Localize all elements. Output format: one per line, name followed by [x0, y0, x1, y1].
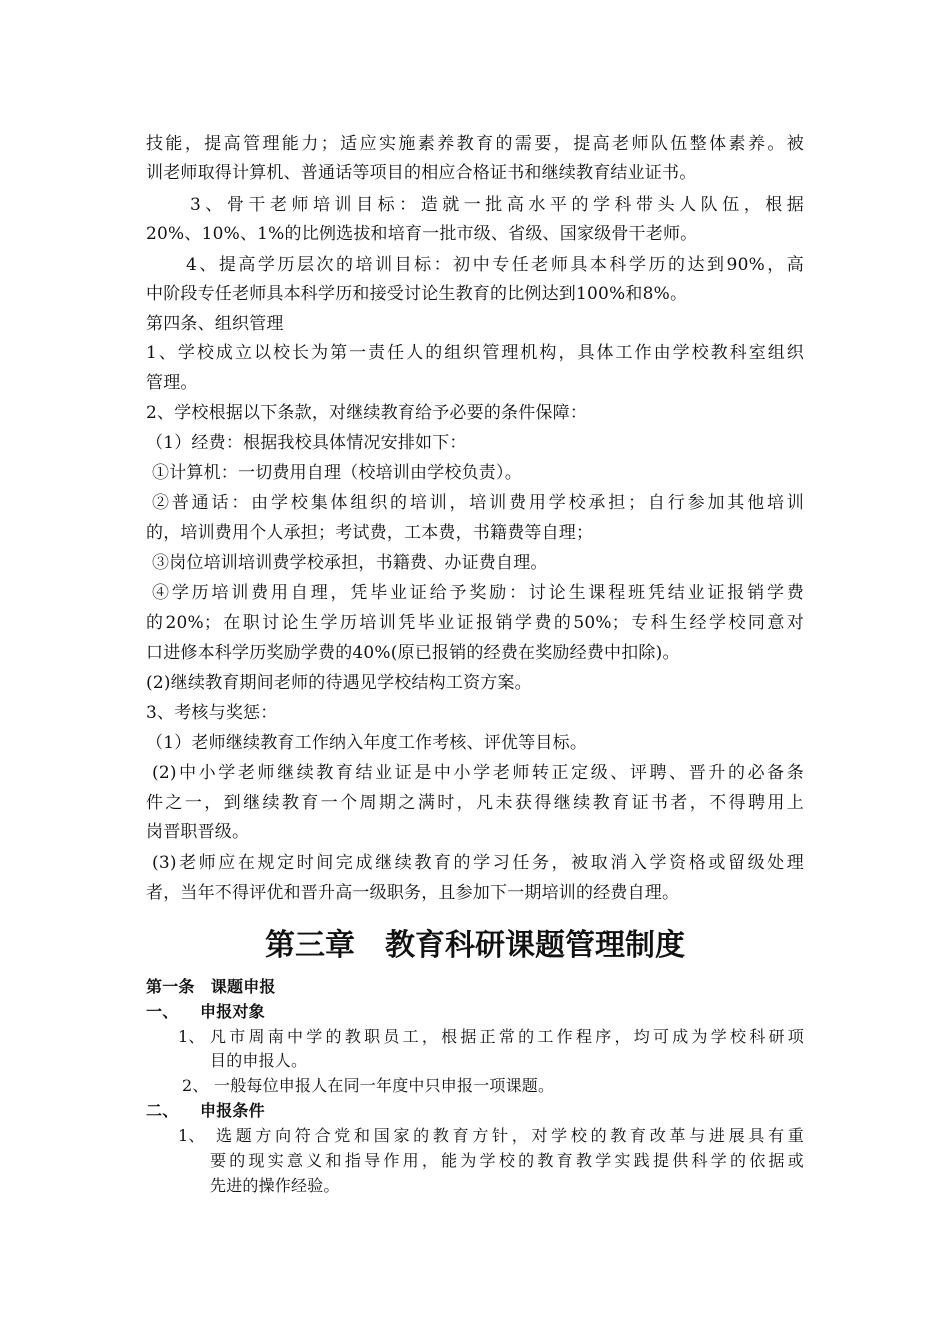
item1-line1: 1、学校成立以校长为第一责任人的组织管理机构，具体工作由学校教科室组织: [146, 343, 804, 363]
para2-line2: 20%、10%、1%的比例选拔和培育一批市级、省级、国家级骨干老师。: [146, 224, 698, 244]
section1-number: 一、: [146, 1002, 179, 1021]
c1: ①计算机：一切费用自理（校培训由学校负责）。: [152, 463, 522, 483]
s2-item1-line3: 先进的操作经验。: [210, 1176, 340, 1195]
s1-item2-line1: 一般每位申报人在同一年度中只申报一项课题。: [214, 1076, 555, 1095]
s2-item1-line1: 选题方向符合党和国家的教育方针，对学校的教育改革与进展具有重: [216, 1126, 804, 1145]
chapter-title: 第三章 教育科研课题管理制度: [265, 928, 685, 963]
para2-line1: 3、骨干老师培训目标：造就一批高水平的学科带头人队伍，根据: [190, 195, 804, 215]
para1-line2: 训老师取得计算机、普通话等项目的相应合格证书和继续教育结业证书。: [146, 163, 697, 183]
item1-line2: 管理。: [146, 373, 198, 393]
c2-line1: ②普通话：由学校集体组织的培训，培训费用学校承担；自行参加其他培训: [152, 493, 804, 513]
section1-title: 申报对象: [200, 1002, 265, 1021]
s1-item1-line1: 凡市周南中学的教职员工，根据正常的工作程序，均可成为学校科研项: [210, 1027, 804, 1046]
para1-line1: 技能，提高管理能力；适应实施素养教育的需要，提高老师队伍整体素养。被: [146, 134, 804, 154]
section2-title: 申报条件: [200, 1101, 265, 1120]
r1: （1）老师继续教育工作纳入年度工作考核、评优等目标。: [146, 733, 588, 753]
c4-line2: 的20%；在职讨论生学历培训凭毕业证报销学费的50%；专科生经学校同意对: [146, 613, 804, 633]
s1-item1-number: 1、: [178, 1027, 205, 1046]
s2-item1-line2: 要的现实意义和指导作用，能为学校的教育教学实践提供科学的依据或: [210, 1151, 804, 1170]
c2-line2: 的，培训费用个人承担；考试费，工本费，书籍费等自理；: [146, 523, 594, 543]
s1-item2-number: 2、: [182, 1076, 209, 1095]
para3-line2: 中阶段专任老师具本科学历和接受讨论生教育的比例达到100%和8%。: [146, 284, 688, 304]
c4-line3: 口进修本科学历奖励学费的40%(原已报销的经费在奖励经费中扣除)。: [146, 643, 680, 663]
sub2: (2)继续教育期间老师的待遇见学校结构工资方案。: [146, 673, 532, 693]
r3-line1: (3)老师应在规定时间完成继续教育的学习任务，被取消入学资格或留级处理: [152, 853, 804, 873]
section2-number: 二、: [146, 1101, 179, 1120]
r2-line3: 岗晋职晋级。: [146, 822, 250, 842]
c3: ③岗位培训培训费学校承担，书籍费、办证费自理。: [152, 553, 548, 573]
article1-title: 第一条 课题申报: [146, 977, 276, 996]
r2-line2: 件之一，到继续教育一个周期之满时，凡未获得继续教育证书者，不得聘用上: [146, 793, 804, 813]
sub1: （1）经费：根据我校具体情况安排如下：: [146, 433, 467, 453]
r3-line2: 者，当年不得评优和晋升高一级职务，且参加下一期培训的经费自理。: [146, 883, 680, 903]
item3: 3、考核与奖惩：: [146, 703, 278, 723]
r2-line1: (2)中小学老师继续教育结业证是中小学老师转正定级、评聘、晋升的必备条: [152, 763, 804, 783]
s2-item1-number: 1、: [178, 1126, 205, 1145]
article4-title: 第四条、组织管理: [146, 314, 284, 334]
s1-item1-line2: 目的申报人。: [210, 1051, 308, 1070]
para3-line1: 4、提高学历层次的培训目标：初中专任老师具本科学历的达到90%，高: [186, 255, 804, 275]
c4-line1: ④学历培训费用自理，凭毕业证给予奖励：讨论生课程班凭结业证报销学费: [152, 583, 804, 603]
item2: 2、学校根据以下条款，对继续教育给予必要的条件保障：: [146, 403, 588, 423]
